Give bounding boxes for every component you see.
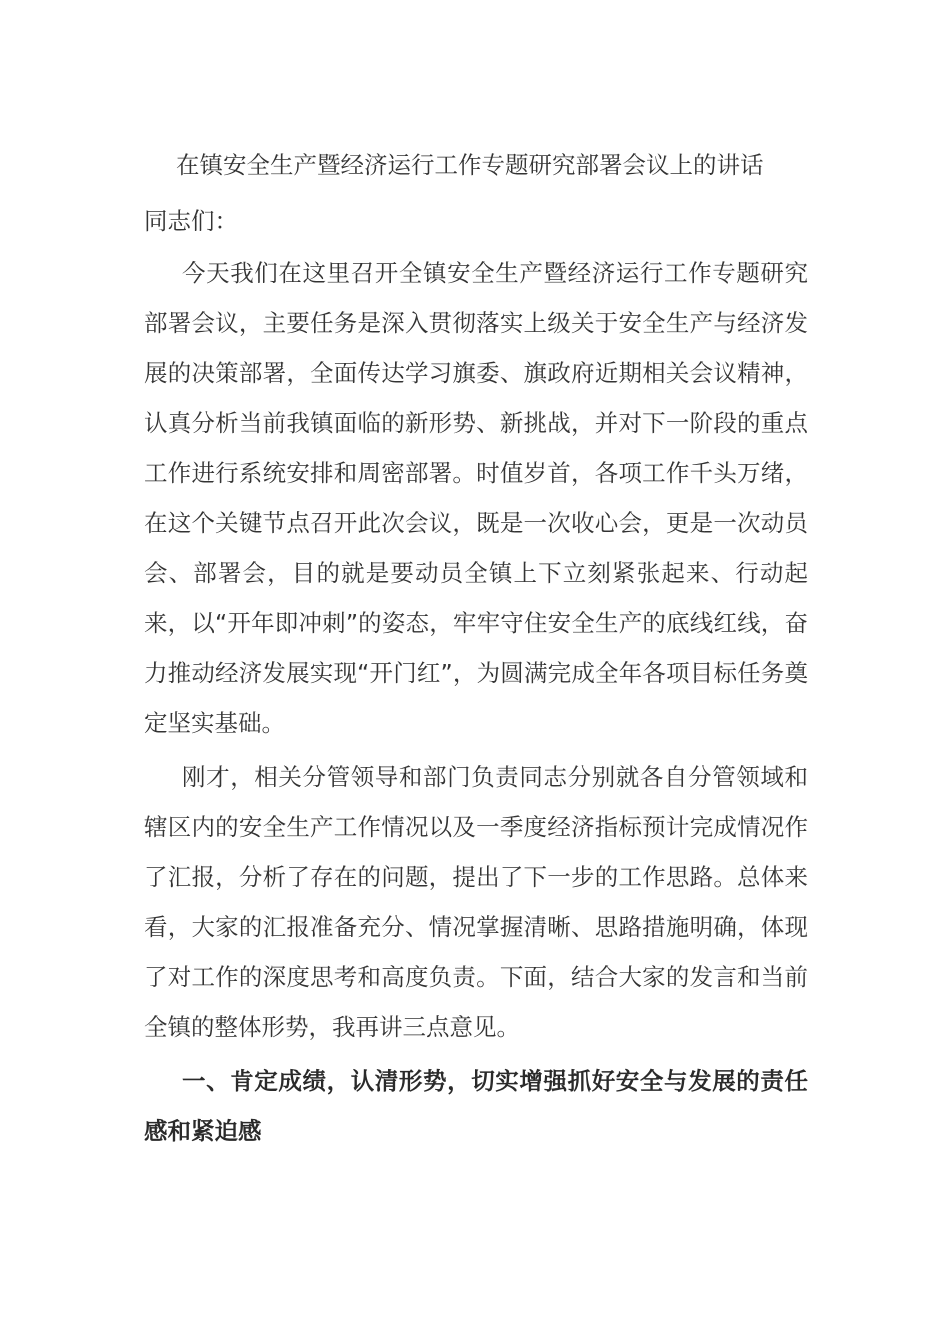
paragraph-reports: 刚才，相关分管领导和部门负责同志分别就各自分管领域和辖区内的安全生产工作情况以及一季度经济指标预计完成情况作了汇报，分析了存在的问题，提出了下一步的工作思路。总体来看，大家的汇报准备充分、情况掌握清晰、思路措施明确，体现了对工作的深度思考和高度负责。下面，结合大家的发言和当前全镇的整体形势，我再讲三点意见。 <box>144 763 808 1041</box>
paragraph-opening: 今天我们在这里召开全镇安全生产暨经济运行工作专题研究部署会议，主要任务是深入贯彻落实上级关于安全生产与经济发展的决策部署，全面传达学习旗委、旗政府近期相关会议精神，认真分析当前我镇面临的新形势、新挑战，并对下一阶段的重点工作进行系统安排和周密部署。时值岁首，各项工作千头万绪，在这个关键节点召开此次会议，既是一次收心会，更是一次动员会、部署会，目的就是要动员全镇上下立刻紧张起来、行动起来，以“开年即冲刺”的姿态，牢牢守住安全生产的底线红线，奋力推动经济发展实现“开门红”，为圆满完成全年各项目标任务奠定坚实基础。 <box>144 259 808 737</box>
section-heading: 一、肯定成绩，认清形势，切实增强抓好安全与发展的责任感和紧迫感 <box>144 1067 808 1145</box>
greeting: 同志们： <box>144 207 238 235</box>
document-title: 在镇安全生产暨经济运行工作专题研究部署会议上的讲话 <box>176 151 764 179</box>
document-body <box>144 142 808 1156</box>
